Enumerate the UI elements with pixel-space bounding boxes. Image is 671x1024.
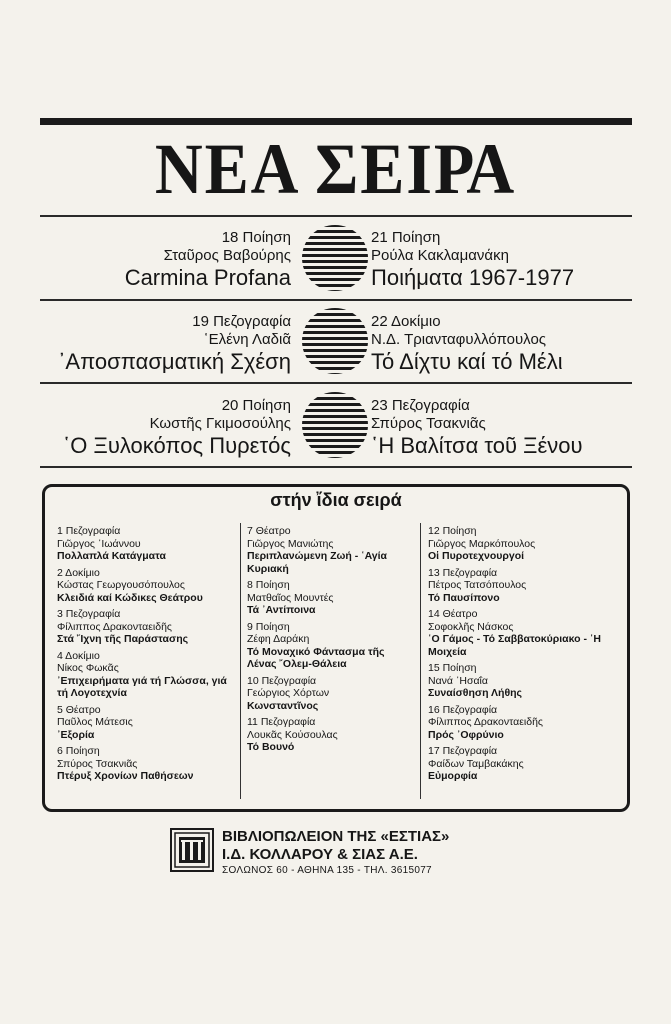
series-column-3 [428, 525, 618, 787]
list-item: 9 Ποίηση Ζέφη Δαράκη Τό Μοναχικό Φάντασμα τῆς Λένας ῎Ολεμ-Θάλεια [247, 620, 385, 670]
list-item: 6 Ποίηση Σπύρος Τσακνιᾶς Πτέρυξ Χρονίων Παθήσεων [57, 745, 194, 782]
list-item: 13 Πεζογραφία Πέτρος Τατσόπουλος Τό Παυσίπονο [428, 566, 527, 604]
featured-work: Ποιήματα 1967-1977 [371, 265, 575, 290]
list-item: 2 Δοκίμιο Κώστας Γεωργουσόπουλος Κλειδιά καί Κώδικες Θεάτρου [57, 566, 203, 604]
divider [40, 215, 632, 217]
featured-author: Ρούλα Κακλαμανάκη [371, 247, 509, 264]
featured-author: Κωστῆς Γκιμοσούλης [149, 415, 291, 432]
featured-18 [125, 230, 291, 289]
featured-23 [371, 398, 583, 457]
list-item: 16 Πεζογραφία Φίλιππος Δρακονταειδῆς Πρός ᾿Οφρύνιο [428, 703, 543, 741]
featured-author: Ν.Δ. Τριανταφυλλόπουλος [371, 331, 547, 348]
divider [40, 299, 632, 301]
list-item: 4 Δοκίμιο Νίκος Φωκᾶς ᾿Επιχειρήματα γιά τή Γλώσσα, γιά τή Λογοτεχνία [57, 649, 227, 699]
featured-category: 18 Ποίηση [221, 229, 291, 246]
featured-work: Τό Δίχτυ καί τό Μέλι [371, 349, 563, 374]
featured-work: ῾Ο Ξυλοκόπος Πυρετός [62, 433, 291, 458]
featured-22 [371, 314, 563, 373]
list-item: 7 Θέατρο Γιῶργος Μανιώτης Περιπλανώμενη Ζωή - ῾Αγία Κυριακή [247, 525, 388, 575]
featured-work: Carmina Profana [124, 265, 291, 290]
publisher-company: Ι.Δ. ΚΟΛΛΑΡΟΥ & ΣΙΑΣ Α.Ε. [222, 846, 418, 863]
featured-category: 23 Πεζογραφία [371, 397, 470, 414]
list-item: 5 Θέατρο Παῦλος Μάτεσις ᾿Εξορία [57, 703, 133, 741]
list-item: 15 Ποίηση Νανά ᾿Ησαΐα Συναίσθηση Λήθης [428, 662, 522, 699]
striped-sphere-icon [299, 222, 371, 294]
list-item: 17 Πεζογραφία Φαίδων Ταμβακάκης Εὐμορφία [428, 745, 524, 782]
publisher-name: ΒΙΒΛΙΟΠΩΛΕΙΟΝ ΤΗΣ «ΕΣΤΙΑΣ» [222, 828, 450, 845]
publisher-logo-icon [170, 828, 214, 872]
publisher-info [222, 828, 449, 878]
series-box [42, 484, 630, 812]
featured-20 [63, 398, 291, 457]
column-divider [420, 523, 421, 799]
list-item: 3 Πεζογραφία Φίλιππος Δρακονταειδῆς Στά ῎Ιχνη τῆς Παράστασης [57, 608, 189, 645]
list-item: 10 Πεζογραφία Γεώργιος Χόρτων Κωνσταντῖνος [247, 674, 330, 712]
list-item: 1 Πεζογραφία Γιῶργος ᾿Ιωάννου Πολλαπλά Κατάγματα [57, 525, 166, 562]
featured-work: ᾿Αποσπασματική Σχέση [58, 349, 291, 374]
featured-category: 19 Πεζογραφία [192, 313, 291, 330]
featured-21 [371, 230, 574, 289]
publisher-address: ΣΟΛΩΝΟΣ 60 - ΑΘΗΝΑ 135 - ΤΗΛ. 3615077 [222, 865, 432, 876]
featured-19 [58, 314, 291, 373]
featured-author: Σταῦρος Βαβούρης [163, 247, 291, 264]
list-item: 14 Θέατρο Σοφοκλῆς Νάσκος ῾Ο Γάμος - Τό Σαββατοκύριακο - ῾Η Μοιχεία [428, 608, 601, 658]
striped-sphere-icon [299, 389, 371, 461]
featured-category: 21 Ποίηση [371, 229, 441, 246]
list-item: 12 Ποίηση Γιῶργος Μαρκόπουλος Οἱ Πυροτεχνουργοί [428, 525, 536, 562]
page-title: ΝΕΑ ΣΕΙΡΑ [154, 129, 517, 209]
series-heading: στήν ἴδια σειρά [270, 490, 402, 510]
divider [40, 382, 632, 384]
striped-sphere-icon [299, 305, 371, 377]
series-column-2 [247, 525, 415, 758]
featured-author: ῾Ελένη Λαδιᾶ [203, 331, 291, 348]
top-rule [40, 118, 632, 125]
featured-author: Σπύρος Τσακνιᾶς [371, 415, 486, 432]
featured-category: 20 Ποίηση [221, 397, 291, 414]
featured-category: 22 Δοκίμιο [371, 313, 441, 330]
series-column-1 [57, 525, 235, 787]
list-item: 8 Ποίηση Ματθαῖος Μουντές Τά ᾿Αντίποινα [247, 579, 334, 616]
featured-work: ῾Η Βαλίτσα τοῦ Ξένου [371, 433, 583, 458]
column-divider [240, 523, 241, 799]
list-item: 11 Πεζογραφία Λουκᾶς Κούσουλας Τό Βουνό [247, 716, 338, 753]
divider [40, 466, 632, 468]
